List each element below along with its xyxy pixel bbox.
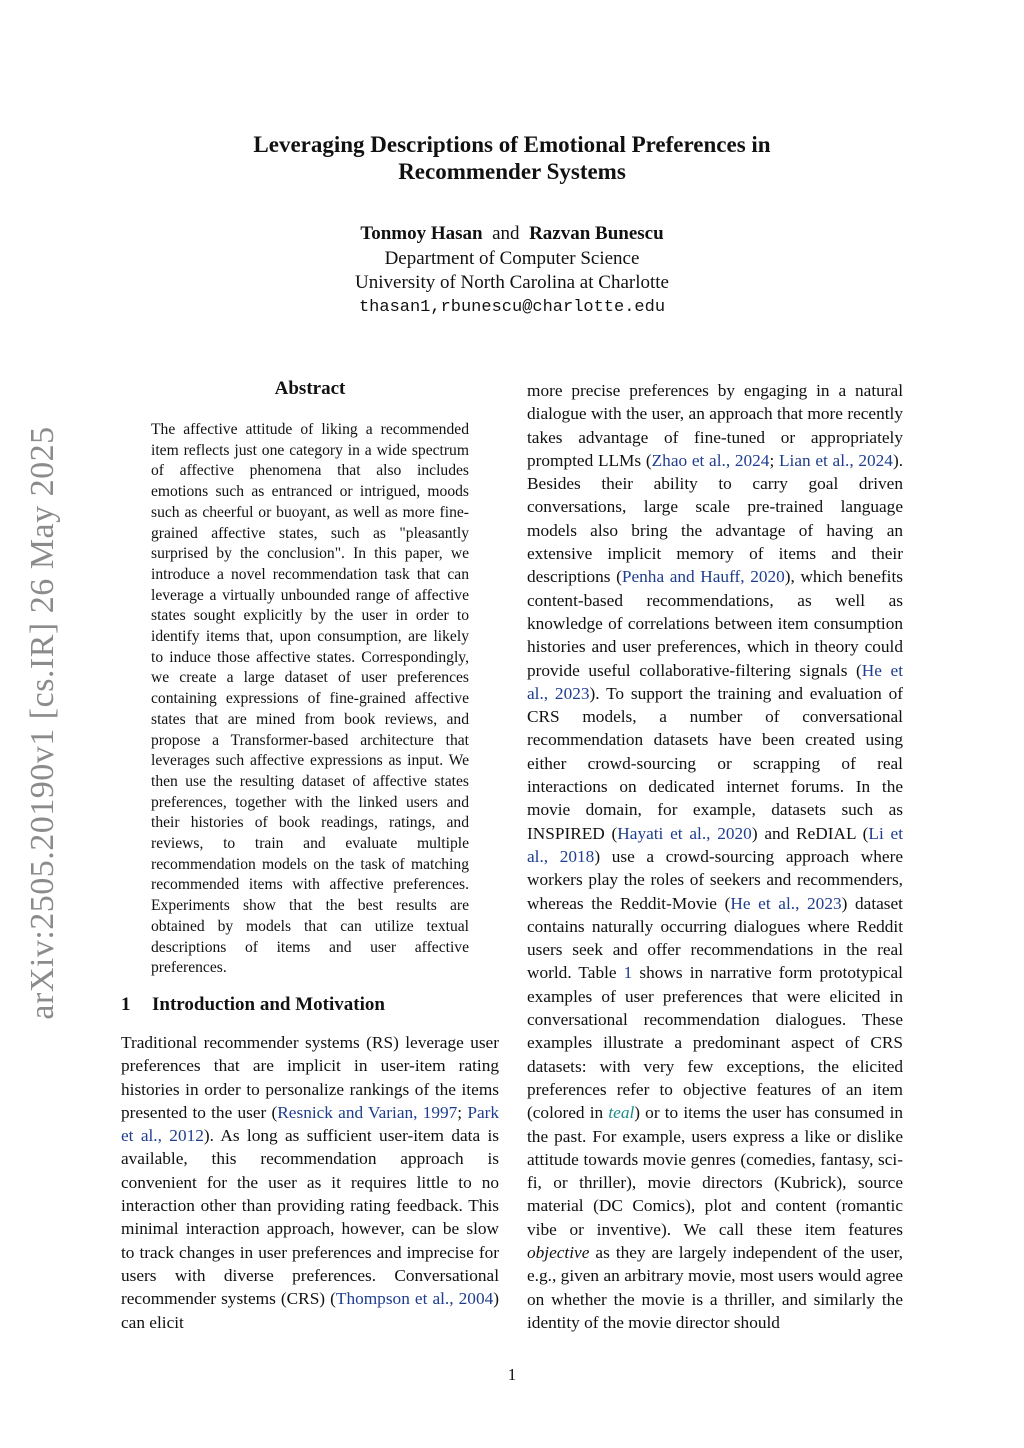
section-title: Introduction and Motivation: [152, 994, 385, 1015]
university: University of North Carolina at Charlotte: [355, 272, 669, 293]
department: Department of Computer Science: [384, 247, 640, 269]
emphasis-objective: objective: [527, 1242, 590, 1262]
author-separator: and: [492, 223, 520, 244]
page-number: 1: [507, 1365, 517, 1384]
section-heading: [121, 994, 385, 1016]
author-1: Tonmoy Hasan: [360, 223, 483, 244]
citation-link[interactable]: Park et al., 2012: [121, 1102, 500, 1146]
citation-link[interactable]: Zhao et al., 2024: [651, 450, 770, 470]
intro-paragraph: Traditional recommender systems (RS) leverage user preferences that are implicit in user-item rating histories in order to personalize rankings of the items presented to the user (Resnick and Varian, 1997; Park et al., 2012). As long as sufficient user-item data is available, this recommendation approach is convenient for the user as it requires little to no interaction other than providing rating feedback. This minimal interaction approach, however, can be slow to track changes in user preferences and imprecise for users with diverse preferences. Conversational recommender systems (CRS) (Thompson et al., 2004) can elicit: [121, 1033, 500, 1332]
author-names: [150, 222, 874, 247]
right-column-text: [527, 379, 903, 1334]
title-line-2: Recommender Systems: [398, 159, 626, 184]
section-number: 1: [121, 994, 131, 1015]
citation-link[interactable]: Li et al., 2018: [527, 823, 904, 866]
citation-link[interactable]: Lian et al., 2024: [778, 450, 893, 470]
intro-paragraph-continued: more precise preferences by engaging in a natural dialogue with the user, an approach that more recently takes advantage of fine-tuned or appropriately prompted LLMs (Zhao et al., 2024; Lian et al., 2024). Besides their ability to carry goal driven conversations, large scale pre-trained language models also bring the advantage of having an extensive implicit memory of items and their descriptions (Penha and Hauff, 2020), which benefits content-based recommendations, as well as knowledge of correlations between item consumption histories and user preferences, which in theory could provide useful collaborative-filtering signals (He et al., 2023). To support the training and evaluation of CRS models, a number of conversational recommendation datasets have been created using either crowd-sourcing or scrapping of real interactions on dedicated internet forums. In the movie domain, for example, datasets such as INSPIRED (Hayati et al., 2020) and ReDIAL (Li et al., 2018) use a crowd-sourcing approach where workers play the roles of seekers and recommenders, whereas the Reddit-Movie (He et al., 2023) dataset contains naturally occurring dialogues where Reddit users seek and offer recommendations in the real world. Table 1 shows in narrative form prototypical examples of user preferences that were elicited in conversational recommendation dialogues. These examples illustrate a predominant aspect of CRS datasets: with very few exceptions, the elicited preferences refer to objective features of an item (colored in teal) or to items the user has consumed in the past. For example, users express a like or dislike attitude towards movie genres (comedies, fantasy, sci-fi, or thriller), movie directors (Kubrick), source material (DC Comics), plot and content (romantic vibe or inventive). We call these item features objective as they are largely independent of the user, e.g., given an arbitrary movie, most users would agree on whether the movie is a thriller, and similarly the identity of the movie director should: [527, 381, 904, 1332]
citation-link[interactable]: He et al., 2023: [730, 893, 842, 913]
title-line-1: Leveraging Descriptions of Emotional Preferences in: [253, 132, 771, 157]
citation-link[interactable]: Hayati et al., 2020: [617, 823, 752, 843]
abstract-heading: Abstract: [274, 378, 346, 399]
citation-link[interactable]: Penha and Hauff, 2020: [621, 567, 785, 587]
left-column-text: [121, 1031, 499, 1334]
citation-link[interactable]: He et al., 2023: [527, 660, 903, 703]
abstract-body: The affective attitude of liking a recommended item reflects just one category in a wide spectrum of affective phenomena that also includes emotions such as entranced or intrigued, moods such as cheerful or buoyant, as well as more fine-grained affective states, such as "pleasantly surprised by the conclusion". In this paper, we introduce a novel recommendation task that can leverage a virtually unbounded range of affective states sought explicitly by the user in order to identify items that, upon consumption, are likely to induce those affective states. Correspondingly, we create a large dataset of user preferences containing expressions of fine-grained affective states that are mined from book reviews, and propose a Transformer-based architecture that leverages such affective expressions as input. We then use the resulting dataset of affective states preferences, together with the linked users and their histories of book readings, ratings, and reviews, to train and evaluate multiple recommendation models on the task of matching recommended items with affective preferences. Experiments show that the best results are obtained by models that can utilize textual descriptions of items and user affective preferences.: [151, 421, 469, 977]
email: thasan1,rbunescu@charlotte.edu: [358, 297, 666, 317]
paper-title: [150, 131, 874, 185]
table-reference-link[interactable]: 1: [623, 963, 633, 983]
citation-link[interactable]: Thompson et al., 2004: [335, 1289, 494, 1309]
teal-highlight: teal: [608, 1103, 635, 1123]
author-block: [150, 222, 874, 320]
citation-link[interactable]: Resnick and Varian, 1997: [277, 1102, 458, 1122]
author-2: Razvan Bunescu: [529, 223, 664, 244]
arxiv-identifier-sidebar: arXiv:2505.20190v1 [cs.IR] 26 May 2025: [24, 426, 61, 1020]
